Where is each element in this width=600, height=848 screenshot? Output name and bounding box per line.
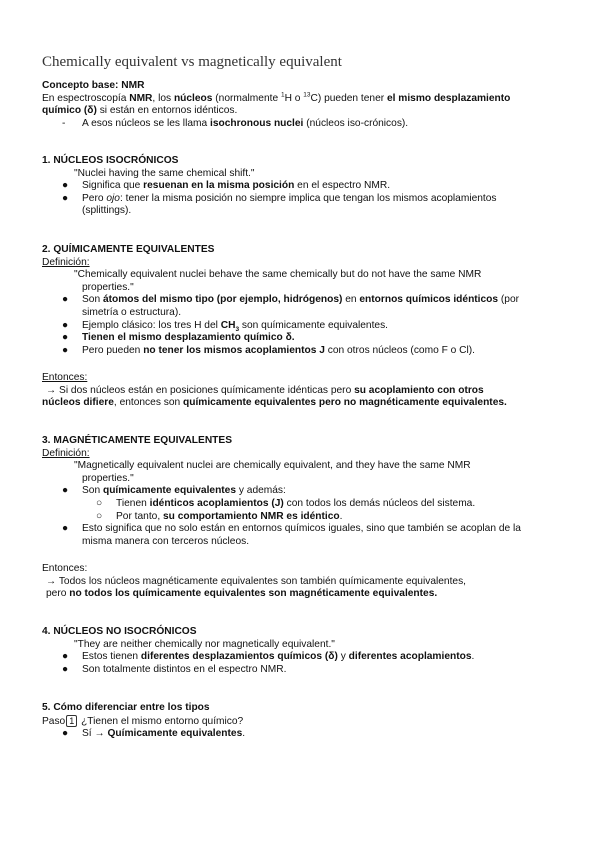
section-4-bullet-2: ● Son totalmente distintos en el espectro NMR. [62, 663, 287, 675]
section-4-bullet-1: ● Estos tienen diferentes desplazamientos químicos (δ) y diferentes acoplamientos. [62, 651, 475, 663]
section-2-quote-line2: properties." [82, 281, 134, 293]
section-5-step-1: Paso 1 ¿Tienen el mismo entorno químico? [42, 715, 244, 727]
section-1-bullet-1: ● Significa que resuenan en la misma posición en el espectro NMR. [62, 180, 391, 192]
section-2-conclusion-line1: → Si dos núcleos están en posiciones químicamente idénticas pero su acoplamiento con otros [46, 384, 484, 396]
section-3-quote-line1: "Magnetically equivalent nuclei are chemically equivalent, and they have the same NMR [74, 460, 471, 472]
document-title: Chemically equivalent vs magnetically equivalent [42, 54, 342, 70]
section-3-quote-line2: properties." [82, 472, 134, 484]
section-2-bullet-4: ● Pero pueden no tener los mismos acoplamientos J con otros núcleos (como F o Cl). [62, 344, 475, 356]
section-4-non-isochronous [42, 626, 570, 676]
section-4-quote: "They are neither chemically nor magnetically equivalent." [74, 638, 335, 650]
section-1-bullet-2-cont: (splittings). [82, 205, 132, 217]
section-2-entonces-label: Entonces: [42, 372, 88, 383]
section-2-bullet-1: ● Son átomos del mismo tipo (por ejemplo, hidrógenos) en entornos químicos idénticos (por [62, 294, 520, 306]
section-5-how-to-differentiate [42, 702, 570, 741]
section-1-isochronous [42, 155, 570, 218]
section-2-conclusion [42, 372, 570, 410]
section-2-bullet-2: ● Ejemplo clásico: los tres H del $CH_3$ son químicamente equivalentes. [62, 319, 388, 333]
section-3-heading: 3. MAGNÉTICAMENTE EQUIVALENTES [42, 435, 232, 446]
section-2-chemically-equivalent [42, 244, 570, 357]
concept-heading: Concepto base: NMR [42, 80, 145, 91]
section-4-heading: 4. NÚCLEOS NO ISOCRÓNICOS [42, 626, 197, 637]
section-2-bullet-1-cont: simetría o estructura). [82, 306, 182, 318]
section-3-magnetically-equivalent [42, 435, 570, 548]
section-1-quote: "Nuclei having the same chemical shift." [74, 167, 255, 179]
section-3-conclusion-line1: → Todos los núcleos magnéticamente equivalentes son también químicamente equivalentes, [46, 575, 467, 587]
section-3-subbullet-1: ○ Tienen idénticos acoplamientos (J) con todos los demás núcleos del sistema. [96, 497, 476, 509]
section-1-heading: 1. NÚCLEOS ISOCRÓNICOS [42, 155, 179, 166]
section-concept-base [42, 80, 570, 130]
section-3-conclusion-line2: pero no todos los químicamente equivalentes son magnéticamente equivalentes. [46, 588, 438, 600]
section-2-quote-line1: "Chemically equivalent nuclei behave the same chemically but do not have the same NMR [74, 269, 482, 281]
section-3-bullet-2: ● Esto significa que no solo están en entornos químicos iguales, sino que también se acoplan de la [62, 523, 521, 535]
section-5-bullet-1: ● Sí → Químicamente equivalentes. [62, 728, 246, 740]
section-3-subbullet-2: ○ Por tanto, su comportamiento NMR es idéntico. [96, 510, 343, 522]
section-2-definition-label: Definición: [42, 256, 90, 268]
step-number-badge: 1 [66, 715, 77, 727]
section-3-bullet-1: ● Son químicamente equivalentes y además: [62, 485, 286, 497]
section-2-bullet-3: ● Tienen el mismo desplazamiento químico δ. [62, 332, 295, 344]
section-3-conclusion [42, 563, 570, 601]
section-2-heading: 2. QUÍMICAMENTE EQUIVALENTES [42, 244, 215, 255]
section-1-bullet-2: ● Pero ojo: tener la misma posición no siempre implica que tengan los mismos acoplamientos [62, 192, 497, 204]
concept-paragraph-line2: químico (δ) si están en entornos idénticos. [42, 105, 238, 117]
section-3-bullet-2-cont: misma manera con terceros núcleos. [82, 535, 250, 547]
concept-dash-item: - A esos núcleos se les llama isochronous nuclei (núcleos iso-crónicos). [62, 117, 409, 129]
concept-paragraph-line1: En espectroscopía NMR, los núcleos (normalmente $^1$H o $^{13}$C) pueden tener el mismo desplazamiento [42, 91, 511, 104]
section-3-entonces-label: Entonces: [42, 563, 88, 574]
section-2-conclusion-line2: núcleos difiere, entonces son químicamente equivalentes pero no magnéticamente equivalentes. [42, 397, 507, 409]
section-3-definition-label: Definición: [42, 447, 90, 459]
section-5-heading: 5. Cómo diferenciar entre los tipos [42, 702, 210, 713]
